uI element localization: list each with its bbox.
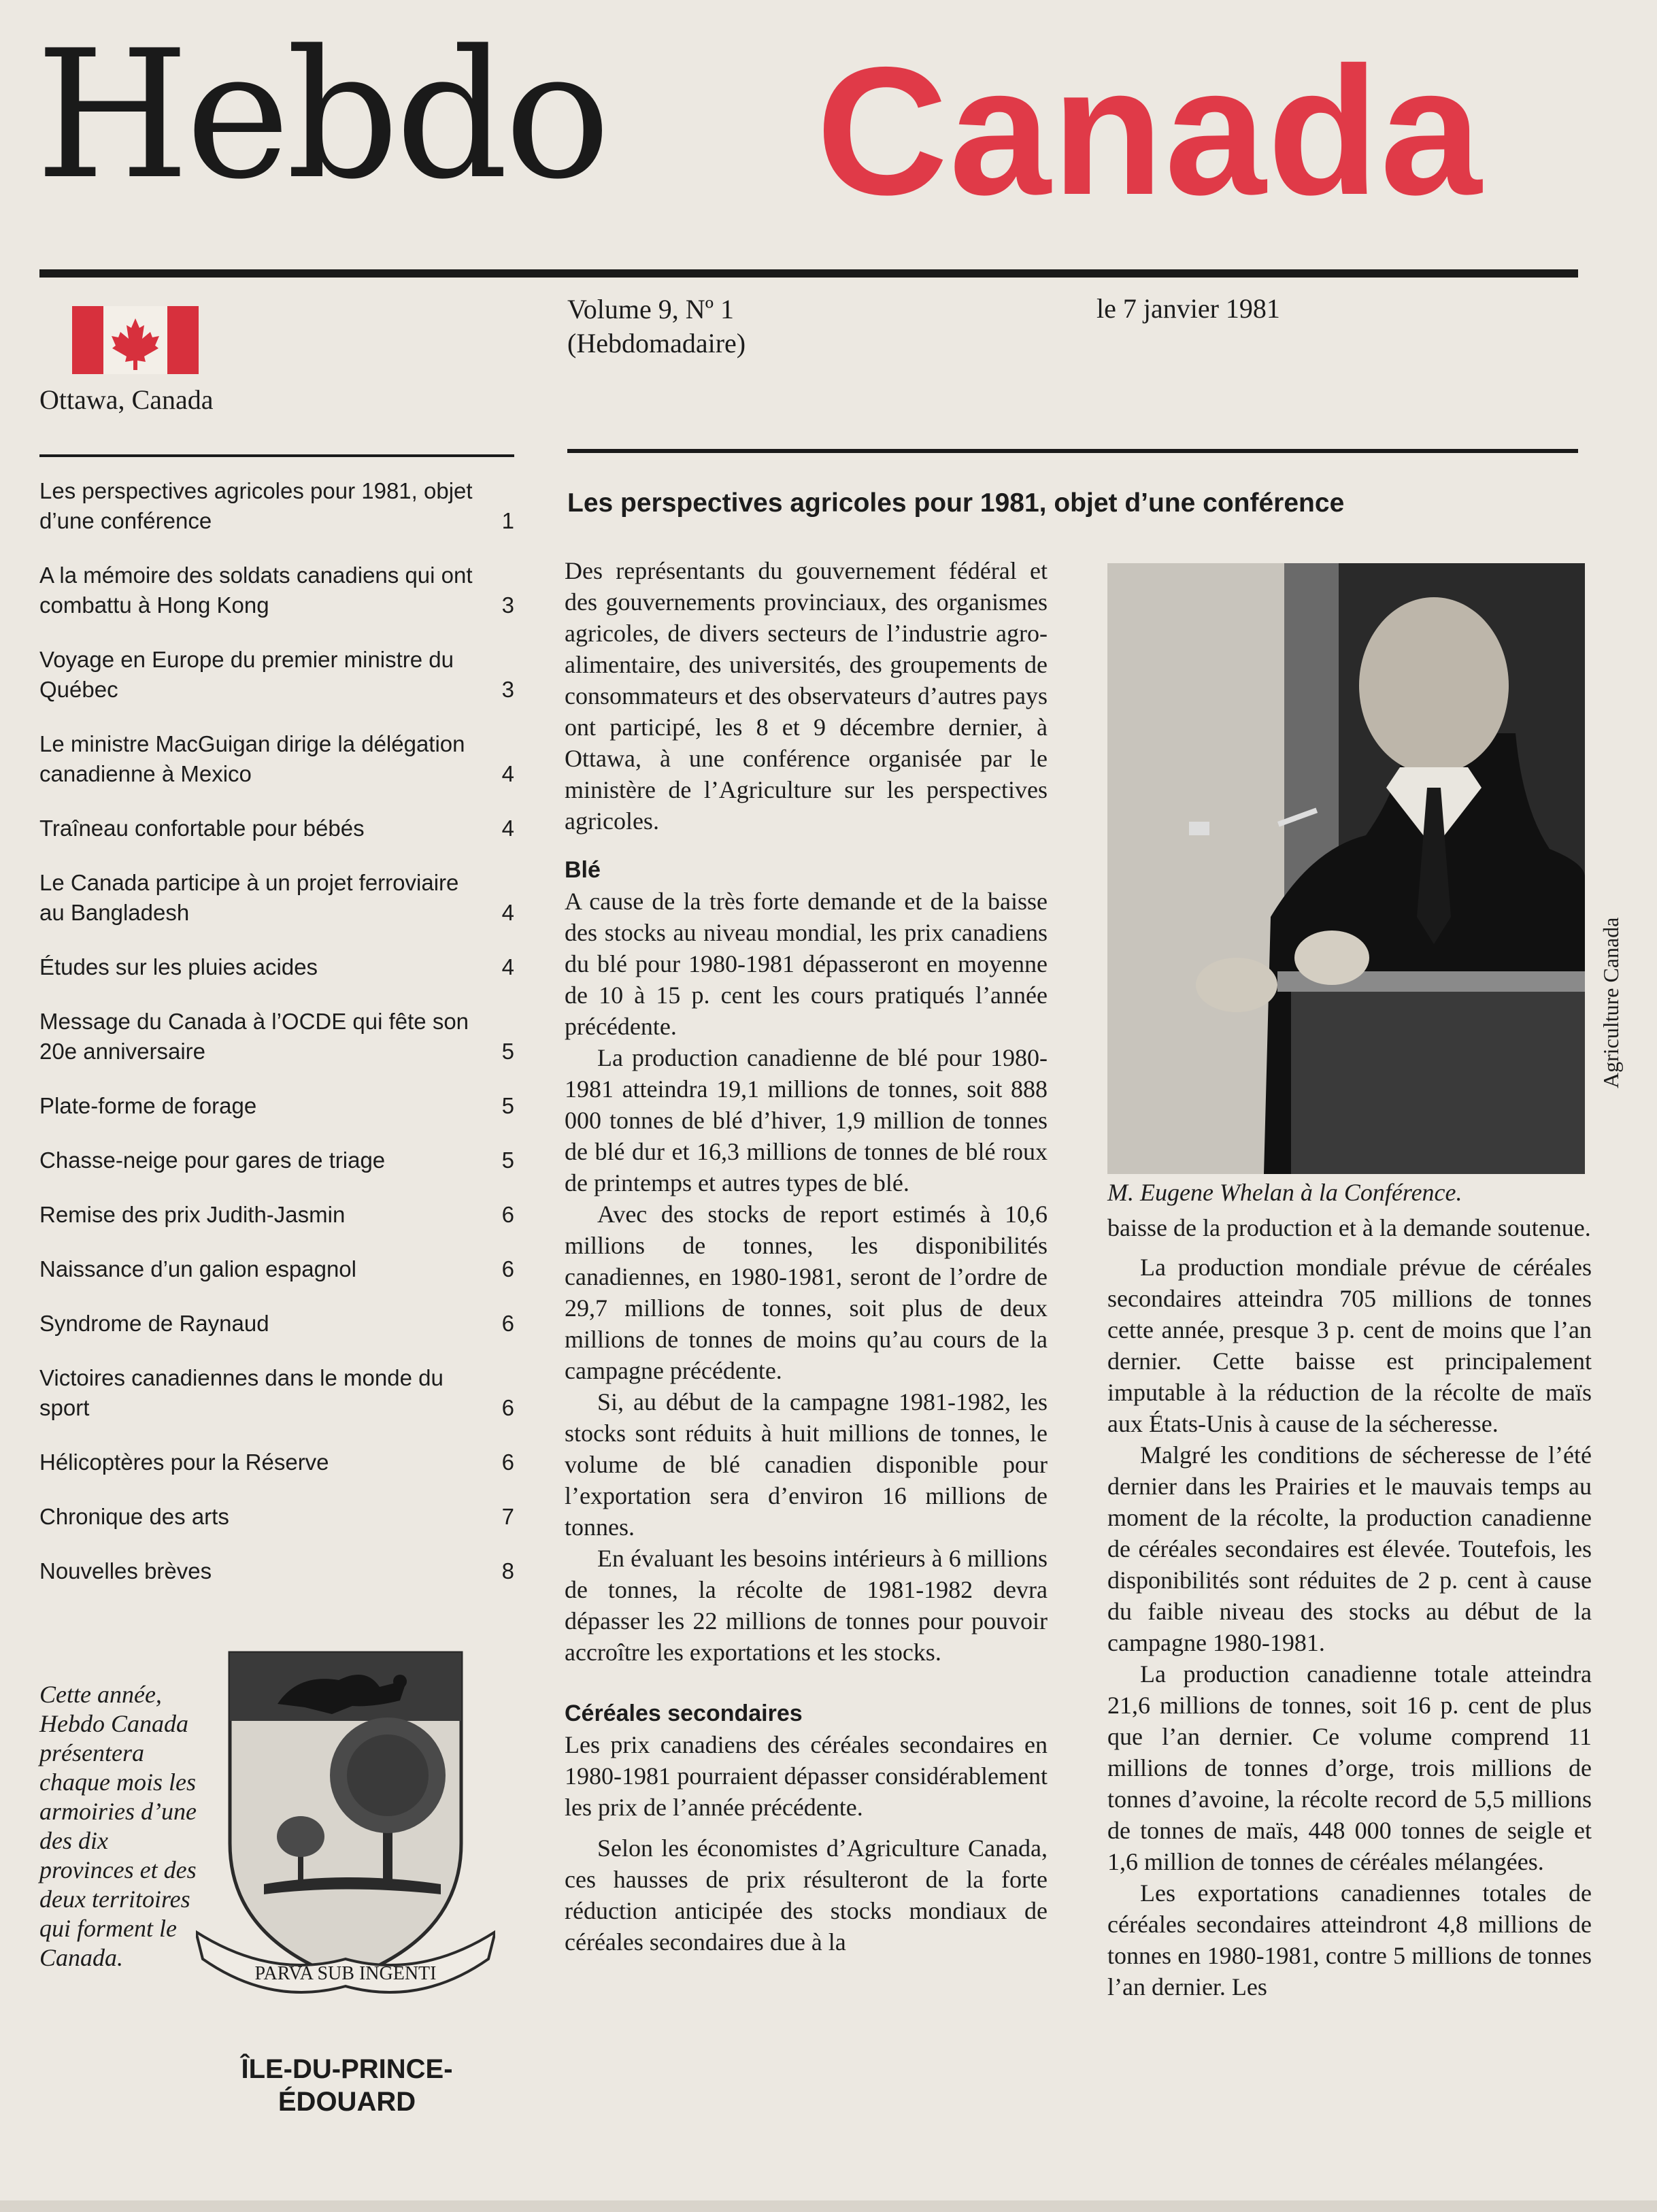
toc-item-title: A la mémoire des soldats canadiens qui ont combattu à Hong Kong: [39, 563, 473, 618]
toc-item-title: Chasse-neige pour gares de triage: [39, 1147, 386, 1173]
toc-item-page: 4: [501, 954, 514, 979]
toc-item-page: 4: [501, 761, 514, 786]
toc-item-page: 4: [501, 900, 514, 925]
toc-item[interactable]: [39, 1254, 514, 1284]
location: Ottawa, Canada: [39, 384, 214, 415]
article-paragraph: Si, au début de la campagne 1981-1982, les stocks sont réduits à huit millions de tonnes, le volume de blé canadien disponible pour l’exportation sera d’environ 16 millions de tonnes.: [565, 1388, 1048, 1541]
toc-item-page: 3: [501, 677, 514, 702]
article-column-1: [565, 555, 1048, 1958]
photo-credit: Agriculture Canada: [1599, 917, 1623, 1088]
article-photo: [1107, 563, 1585, 1174]
article-paragraph: La production canadienne totale atteindra 21,6 millions de tonnes, soit 16 p. cent de plus que l’an dernier. Ce volume comprend 11 millions de tonnes d’orge, trois millions de tonnes d’avoine, la récolte record de 5,5 millions de tonnes de maïs, 448 000 tonnes de seigle et 1,6 million de tonnes de céréales mélangées.: [1107, 1660, 1592, 1875]
toc-item[interactable]: [39, 476, 514, 536]
toc-item-page: 7: [501, 1504, 514, 1529]
issue-info: [567, 292, 746, 361]
toc-item-title: Chronique des arts: [39, 1504, 229, 1529]
article-paragraph: A cause de la très forte demande et de la baisse des stocks au niveau mondial, les prix canadiens du blé pour 1980-1981 dépasseront en moyenne de 10 à 15 p. cent les cours pratiqués l’année précédente.: [565, 888, 1048, 1040]
toc-item[interactable]: [39, 1091, 514, 1121]
section-heading: Blé: [565, 857, 601, 883]
toc-item[interactable]: [39, 1200, 514, 1230]
article-headline: Les perspectives agricoles pour 1981, objet d’une conférence: [567, 488, 1345, 518]
article-paragraph: baisse de la production et à la demande soutenue.: [1107, 1214, 1591, 1241]
toc-item-title: Hélicoptères pour la Réserve: [39, 1449, 329, 1475]
toc-item-page: 5: [501, 1147, 514, 1173]
frequency: (Hebdomadaire): [567, 328, 746, 358]
toc-top-rule: [39, 454, 514, 457]
toc-item-page: 6: [501, 1256, 514, 1281]
article-paragraph: Les exportations canadiennes totales de céréales secondaires atteindront 4,8 millions de tonnes en 1980-1981, contre 5 millions de tonnes l’an dernier. Les: [1107, 1879, 1592, 2000]
toc-item[interactable]: [39, 814, 514, 843]
speaker-photo-illustration: [1107, 563, 1585, 1174]
toc-item-page: 5: [501, 1093, 514, 1118]
toc-item-title: Nouvelles brèves: [39, 1558, 212, 1583]
toc-item-title: Le ministre MacGuigan dirige la délégation canadienne à Mexico: [39, 731, 465, 786]
article-paragraph: Malgré les conditions de sécheresse de l’été dernier dans les Prairies et le mauvais temps au moment de la récolte, la production canadienne de céréales secondaires est élevée. Toutefois, les disponibilités sont réduites de 2 p. cent à cause du faible niveau des stocks au début de la campagne 1980-1981.: [1107, 1441, 1592, 1656]
toc-item[interactable]: [39, 1447, 514, 1477]
masthead-title-hebdo: Hebdo: [35, 13, 607, 218]
article-paragraph: Avec des stocks de report estimés à 10,6 millions de tonnes, les disponibilités canadiennes, en 1980-1981, seront de l’ordre de 29,7 millions de tonnes, soit plus de deux millions de tonnes de moins qu’au cours de la campagne précédente.: [565, 1201, 1048, 1384]
toc-item-title: Études sur les pluies acides: [39, 954, 318, 979]
toc-item-page: 8: [501, 1558, 514, 1583]
toc-item-title: Le Canada participe à un projet ferroviaire au Bangladesh: [39, 870, 459, 925]
coat-of-arms-emblem: [196, 1639, 495, 2020]
masthead-rule: [39, 269, 1578, 278]
toc-item[interactable]: [39, 645, 514, 705]
toc-item-title: Remise des prix Judith-Jasmin: [39, 1202, 346, 1227]
toc-item-page: 6: [501, 1449, 514, 1475]
toc-item-page: 5: [501, 1039, 514, 1064]
toc-item-page: 6: [501, 1311, 514, 1336]
toc-item[interactable]: [39, 1502, 514, 1532]
issue-date: le 7 janvier 1981: [1097, 293, 1280, 324]
toc-item[interactable]: [39, 1145, 514, 1175]
toc-item[interactable]: [39, 868, 514, 928]
coat-of-arms-motto: PARVA SUB INGENTI: [254, 1963, 437, 1984]
volume-number: Volume 9, Nº 1: [567, 294, 734, 324]
toc-item-title: Les perspectives agricoles pour 1981, objet d’une conférence: [39, 478, 473, 533]
toc-item-title: Message du Canada à l’OCDE qui fête son 20e anniversaire: [39, 1009, 469, 1064]
toc-item-title: Voyage en Europe du premier ministre du Québec: [39, 647, 454, 702]
toc-item-title: Victoires canadiennes dans le monde du sport: [39, 1365, 443, 1420]
toc-item[interactable]: [39, 729, 514, 789]
article-paragraph: Selon les économistes d’Agriculture Canada, ces hausses de prix résulteront de la forte réduction anticipée des stocks mondiaux de céréales secondaires due à la: [565, 1834, 1048, 1956]
table-of-contents: [39, 476, 514, 1611]
toc-item-page: 4: [501, 816, 514, 841]
article-column-2: [1107, 1212, 1592, 2002]
article-paragraph: La production mondiale prévue de céréales secondaires atteindra 705 millions de tonnes cette année, presque 3 p. cent de moins que l’an dernier. Cette baisse est principalement imputable à la réduction de la récolte de maïs aux États-Unis à cause de la sécheresse.: [1107, 1254, 1592, 1437]
section-heading: Céréales secondaires: [565, 1700, 803, 1726]
article-paragraph: Les prix canadiens des céréales secondaires en 1980-1981 pourraient dépasser considérablement les prix de l’année précédente.: [565, 1731, 1048, 1821]
toc-item[interactable]: [39, 1363, 514, 1423]
toc-item[interactable]: [39, 1556, 514, 1586]
toc-item-title: Plate-forme de forage: [39, 1093, 257, 1118]
toc-item-page: 3: [501, 592, 514, 618]
coat-of-arms-caption: Cette année, Hebdo Canada présentera chaque mois les armoiries d’une des dix provinces et des deux territoires qui forment le Canada.: [39, 1681, 197, 1971]
toc-item-page: 1: [501, 508, 514, 533]
photo-caption: M. Eugene Whelan à la Conférence.: [1107, 1179, 1462, 1206]
toc-item-page: 6: [501, 1202, 514, 1227]
article-paragraph: En évaluant les besoins intérieurs à 6 millions de tonnes, la récolte de 1981-1982 devra dépasser les 22 millions de tonnes pour pouvoir accroître les exportations et les stocks.: [565, 1545, 1048, 1666]
coat-of-arms-province: ÎLE-DU-PRINCE-ÉDOUARD: [241, 2054, 453, 2117]
article-intro: Des représentants du gouvernement fédéral et des gouvernements provinciaux, des organismes agricoles, de divers secteurs de l’industrie agro-alimentaire, des universités, des groupements de consommateurs et des observateurs d’autres pays ont participé, les 8 et 9 décembre dernier, à Ottawa, à une conférence organisée par le ministère de l’Agriculture sur les perspectives agricoles.: [565, 557, 1048, 835]
toc-item-title: Naissance d’un galion espagnol: [39, 1256, 356, 1281]
article-paragraph: La production canadienne de blé pour 1980-1981 atteindra 19,1 millions de tonnes, soit 888 000 tonnes de blé d’hiver, 1,9 million de tonnes de blé dur et 16,3 millions de tonnes de blé roux de printemps et autres types de blé.: [565, 1044, 1048, 1196]
toc-item[interactable]: [39, 560, 514, 620]
toc-item[interactable]: [39, 1007, 514, 1067]
page-bottom-edge: [0, 2200, 1657, 2212]
canadian-flag-icon: [72, 306, 199, 374]
toc-item[interactable]: [39, 952, 514, 982]
toc-item-title: Syndrome de Raynaud: [39, 1311, 269, 1336]
toc-item-title: Traîneau confortable pour bébés: [39, 816, 365, 841]
toc-item[interactable]: [39, 1309, 514, 1339]
toc-item-page: 6: [501, 1395, 514, 1420]
masthead-title-canada: Canada: [816, 29, 1484, 233]
article-top-rule: [567, 449, 1578, 453]
